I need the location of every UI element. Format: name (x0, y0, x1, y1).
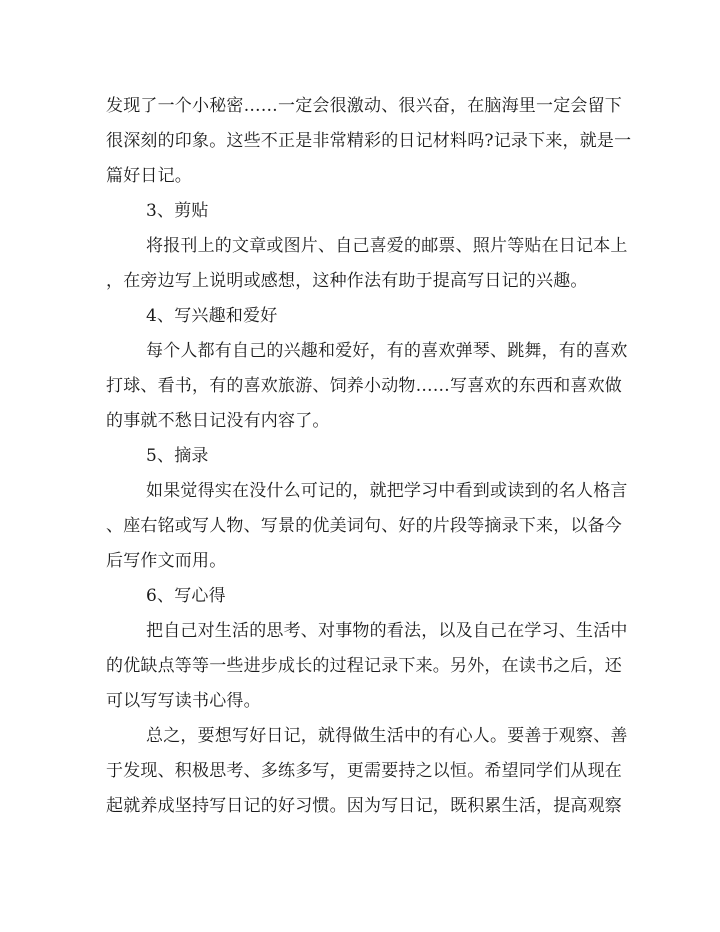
body-text-line: 打球、看书，有的喜欢旅游、饲养小动物……写喜欢的东西和喜欢做 (106, 376, 622, 396)
body-text-line: 每个人都有自己的兴趣和爱好，有的喜欢弹琴、跳舞，有的喜欢 (146, 341, 628, 361)
body-text-line: 如果觉得实在没什么可记的，就把学习中看到或读到的名人格言 (146, 481, 628, 501)
section-heading: 6、写心得 (146, 586, 226, 606)
body-text-line: 篇好日记。 (106, 166, 192, 186)
body-text-line: 后写作文而用。 (106, 551, 227, 571)
body-text-line: 把自己对生活的思考、对事物的看法，以及自己在学习、生活中 (146, 621, 628, 641)
section-heading: 4、写兴趣和爱好 (146, 306, 278, 326)
body-text-line: 很深刻的印象。这些不正是非常精彩的日记材料吗?记录下来，就是一 (106, 131, 632, 151)
body-text-line: 的优缺点等等一些进步成长的过程记录下来。另外，在读书之后，还 (106, 656, 622, 676)
section-heading: 5、摘录 (146, 446, 209, 466)
body-text-line: 将报刊上的文章或图片、自己喜爱的邮票、照片等贴在日记本上 (146, 236, 628, 256)
body-text-line: 总之，要想写好日记，就得做生活中的有心人。要善于观察、善 (146, 726, 628, 746)
body-text-line: 、座右铭或写人物、写景的优美词句、好的片段等摘录下来，以备今 (106, 516, 622, 536)
body-text-line: 可以写写读书心得。 (106, 691, 261, 711)
body-text-line: 发现了一个小秘密……一定会很激动、很兴奋，在脑海里一定会留下 (106, 96, 622, 116)
body-text-line: 的事就不愁日记没有内容了。 (106, 411, 330, 431)
body-text-line: 于发现、积极思考、多练多写，更需要持之以恒。希望同学们从现在 (106, 761, 622, 781)
section-heading: 3、剪贴 (146, 201, 209, 221)
body-text-line: ，在旁边写上说明或感想，这种作法有助于提高写日记的兴趣。 (106, 271, 588, 291)
body-text-line: 起就养成坚持写日记的好习惯。因为写日记，既积累生活，提高观察 (106, 796, 622, 816)
